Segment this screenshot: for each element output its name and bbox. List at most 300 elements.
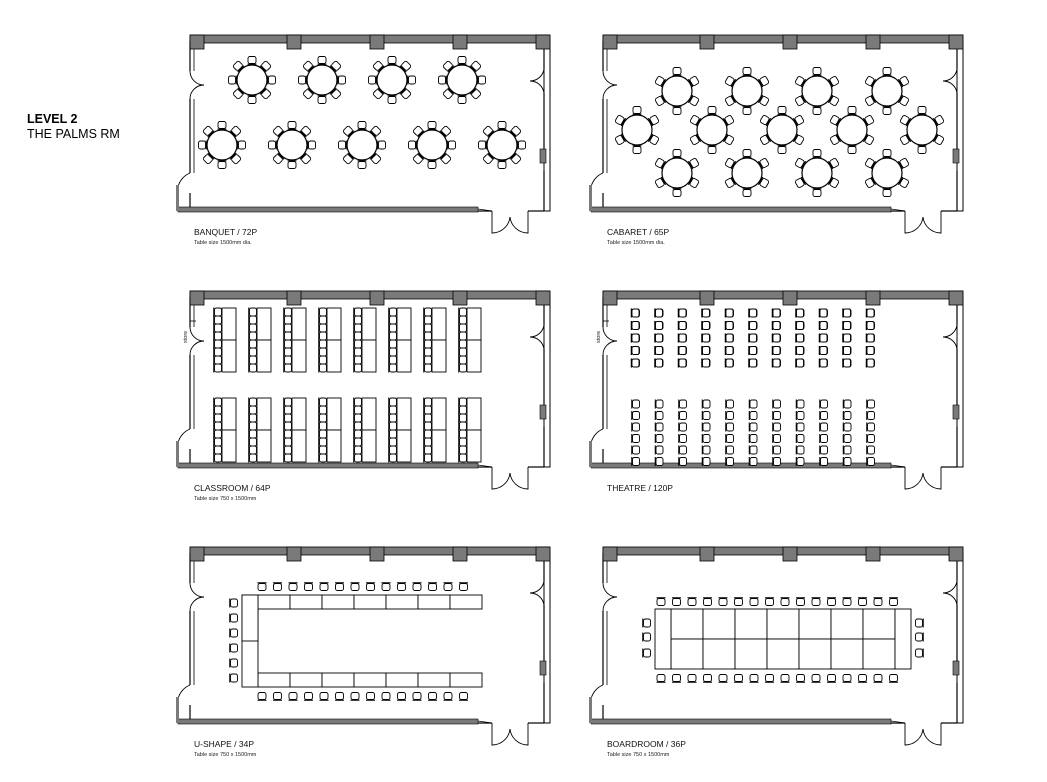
chair <box>389 406 397 415</box>
chair <box>319 422 327 431</box>
chair <box>459 454 467 463</box>
chair <box>772 359 780 368</box>
chair <box>319 398 327 407</box>
chair <box>354 454 362 463</box>
chair <box>214 316 222 325</box>
chair <box>459 324 467 333</box>
chair <box>866 346 874 355</box>
chair <box>867 411 875 420</box>
column <box>370 291 384 305</box>
chair <box>408 76 416 85</box>
rect-table <box>831 609 863 639</box>
chair <box>819 359 827 368</box>
chair <box>749 457 757 466</box>
chair <box>796 334 804 343</box>
chair <box>424 316 432 325</box>
chair <box>867 446 875 455</box>
chair <box>843 434 851 443</box>
chair <box>428 583 437 591</box>
chair <box>725 309 733 318</box>
rect-table <box>831 639 863 669</box>
chair <box>678 346 686 355</box>
chair <box>354 438 362 447</box>
chair <box>389 438 397 447</box>
chair <box>778 146 787 154</box>
chair <box>214 446 222 455</box>
rect-table <box>362 308 376 340</box>
chair <box>796 423 804 432</box>
chair <box>708 107 717 115</box>
chair <box>319 406 327 415</box>
door-swing <box>591 429 603 467</box>
chair <box>883 189 892 197</box>
rect-table <box>386 673 418 687</box>
chair <box>726 457 734 466</box>
rect-table <box>467 398 481 430</box>
chair <box>424 430 432 439</box>
chair <box>632 400 640 409</box>
chair <box>498 161 507 169</box>
chair <box>655 321 663 330</box>
chair <box>218 161 227 169</box>
chair <box>409 141 417 150</box>
chair <box>459 332 467 341</box>
chair <box>351 583 360 591</box>
chair <box>702 309 710 318</box>
chair <box>269 141 277 150</box>
rect-table <box>799 639 831 669</box>
chair <box>773 457 781 466</box>
plan-cabaret <box>589 35 963 246</box>
column <box>783 291 797 305</box>
rect-table <box>354 595 386 609</box>
column <box>190 547 204 561</box>
chair <box>796 309 804 318</box>
chair <box>796 359 804 368</box>
chair <box>796 434 804 443</box>
column <box>700 35 714 49</box>
door-swing <box>190 583 204 611</box>
chair <box>772 309 780 318</box>
round-table <box>269 122 316 169</box>
chair <box>284 356 292 365</box>
chair <box>459 693 468 701</box>
rect-table <box>432 340 446 372</box>
chair <box>319 308 327 317</box>
chair <box>319 438 327 447</box>
chair <box>335 583 344 591</box>
chair <box>843 457 851 466</box>
chair <box>354 332 362 341</box>
chair <box>916 649 924 658</box>
chair <box>459 583 468 591</box>
door-swing <box>492 211 528 233</box>
door-swing <box>603 327 617 355</box>
chair <box>459 356 467 365</box>
chair <box>424 406 432 415</box>
column <box>603 291 617 305</box>
chair <box>702 321 710 330</box>
chair <box>673 150 682 158</box>
rect-table <box>895 609 911 669</box>
wall-panel <box>953 661 959 675</box>
chair <box>214 438 222 447</box>
door-swing <box>905 467 941 489</box>
chair <box>389 348 397 357</box>
chair <box>304 693 313 701</box>
chair <box>726 434 734 443</box>
chair <box>424 398 432 407</box>
chair <box>743 150 752 158</box>
chair <box>749 334 757 343</box>
chair <box>214 340 222 349</box>
chair <box>820 400 828 409</box>
chair <box>354 316 362 325</box>
chair <box>284 422 292 431</box>
chair <box>632 457 640 466</box>
rect-table <box>257 430 271 462</box>
rect-table <box>257 340 271 372</box>
chair <box>249 332 257 341</box>
chair <box>498 122 507 130</box>
round-table <box>724 68 769 115</box>
door-swing <box>178 685 190 723</box>
chair <box>673 68 682 76</box>
chair <box>749 309 757 318</box>
store-label-classroom: store <box>183 330 189 343</box>
chair <box>778 107 787 115</box>
wall-panel <box>540 405 546 419</box>
chair <box>679 434 687 443</box>
chair <box>918 107 927 115</box>
chair <box>389 324 397 333</box>
chair <box>874 598 883 606</box>
chair <box>796 457 804 466</box>
rect-table <box>432 430 446 462</box>
column <box>700 547 714 561</box>
chair <box>773 400 781 409</box>
chair <box>428 693 437 701</box>
chair <box>819 334 827 343</box>
chair <box>389 398 397 407</box>
chair <box>424 454 432 463</box>
chair <box>796 446 804 455</box>
column <box>536 35 550 49</box>
chair <box>734 675 743 683</box>
chair <box>428 122 437 130</box>
round-table <box>899 107 944 154</box>
chair <box>320 583 329 591</box>
chair <box>319 340 327 349</box>
chair <box>459 316 467 325</box>
rect-table <box>322 595 354 609</box>
chair <box>679 446 687 455</box>
chair <box>284 324 292 333</box>
chair <box>867 434 875 443</box>
chair <box>358 161 367 169</box>
rect-table <box>397 398 411 430</box>
chair <box>299 76 307 85</box>
chair <box>354 398 362 407</box>
chair <box>655 446 663 455</box>
rect-table <box>397 308 411 340</box>
chair <box>230 599 238 608</box>
chair <box>858 675 867 683</box>
chair <box>632 411 640 420</box>
chair <box>765 675 774 683</box>
chair <box>388 57 397 65</box>
chair <box>843 321 851 330</box>
chair <box>459 348 467 357</box>
rect-table <box>863 639 895 669</box>
chair <box>702 346 710 355</box>
column <box>536 547 550 561</box>
chair <box>796 598 805 606</box>
chair <box>796 321 804 330</box>
chair <box>214 324 222 333</box>
chair <box>702 334 710 343</box>
chair <box>725 321 733 330</box>
level-label: LEVEL 2 <box>27 112 78 126</box>
chair <box>284 308 292 317</box>
chair <box>378 141 386 150</box>
chair <box>284 430 292 439</box>
chair <box>230 614 238 623</box>
chair <box>678 359 686 368</box>
chair <box>750 675 759 683</box>
chair <box>319 454 327 463</box>
chair <box>478 76 486 85</box>
chair <box>289 693 298 701</box>
rect-table <box>222 398 236 430</box>
chair <box>428 161 437 169</box>
chair <box>214 332 222 341</box>
bottom-wall <box>178 463 478 468</box>
door-swing <box>943 325 957 349</box>
chair <box>458 96 467 104</box>
chair <box>631 359 639 368</box>
chair <box>249 364 257 373</box>
chair <box>708 146 717 154</box>
chair <box>632 423 640 432</box>
column <box>370 35 384 49</box>
rect-table <box>735 609 767 639</box>
chair <box>843 675 852 683</box>
chair <box>773 434 781 443</box>
right-wall <box>544 555 550 723</box>
rect-table <box>767 639 799 669</box>
chair <box>743 68 752 76</box>
round-table <box>229 57 276 104</box>
rect-table <box>418 673 450 687</box>
chair <box>734 598 743 606</box>
chair <box>631 309 639 318</box>
chair <box>820 446 828 455</box>
chair <box>702 423 710 432</box>
door-swing <box>603 583 617 611</box>
door-swing <box>943 581 957 605</box>
chair <box>672 675 681 683</box>
chair <box>772 346 780 355</box>
chair <box>518 141 526 150</box>
chair <box>389 340 397 349</box>
column <box>536 291 550 305</box>
chair <box>248 96 257 104</box>
rect-table <box>292 340 306 372</box>
round-table <box>654 150 699 197</box>
right-wall <box>957 43 963 211</box>
door-swing <box>178 173 190 211</box>
chair <box>358 122 367 130</box>
chair <box>214 364 222 373</box>
chair <box>812 598 821 606</box>
chair <box>319 316 327 325</box>
chair <box>655 434 663 443</box>
chair <box>749 411 757 420</box>
chair <box>848 146 857 154</box>
door-swing <box>178 429 190 467</box>
chair <box>354 324 362 333</box>
rect-table <box>467 430 481 462</box>
chair <box>726 400 734 409</box>
chair <box>813 107 822 115</box>
chair <box>389 446 397 455</box>
chair <box>389 422 397 431</box>
column <box>866 547 880 561</box>
door-swing <box>530 325 544 349</box>
chair <box>702 446 710 455</box>
chair <box>655 359 663 368</box>
chair <box>389 316 397 325</box>
chair <box>397 693 406 701</box>
chair <box>726 411 734 420</box>
chair <box>867 457 875 466</box>
chair <box>796 346 804 355</box>
chair <box>679 411 687 420</box>
chair <box>199 141 207 150</box>
chair <box>354 364 362 373</box>
rect-table <box>222 340 236 372</box>
chair <box>702 434 710 443</box>
door-swing <box>492 467 528 489</box>
chair <box>703 675 712 683</box>
chair <box>750 598 759 606</box>
chair <box>631 321 639 330</box>
chair <box>218 122 227 130</box>
chair <box>284 398 292 407</box>
rect-table <box>767 609 799 639</box>
chair <box>288 161 297 169</box>
rect-table <box>292 398 306 430</box>
chair <box>284 332 292 341</box>
rect-table <box>258 595 290 609</box>
right-wall <box>957 555 963 723</box>
chair <box>459 430 467 439</box>
chair <box>655 309 663 318</box>
room-name: THE PALMS RM <box>27 127 120 141</box>
chair <box>631 334 639 343</box>
rect-table <box>397 340 411 372</box>
chair <box>214 422 222 431</box>
chair <box>354 348 362 357</box>
chair <box>214 356 222 365</box>
caption-banquet-subtitle: Table size 1500mm dia. <box>194 240 252 246</box>
chair <box>249 446 257 455</box>
chair <box>230 629 238 638</box>
rect-table <box>257 398 271 430</box>
chair <box>397 583 406 591</box>
chair <box>424 422 432 431</box>
column <box>287 35 301 49</box>
chair <box>688 675 697 683</box>
chair <box>773 411 781 420</box>
bottom-wall <box>591 719 891 724</box>
chair <box>319 364 327 373</box>
rect-table <box>432 308 446 340</box>
chair <box>389 356 397 365</box>
chair <box>743 107 752 115</box>
store-label-theatre: store <box>596 330 602 343</box>
chair <box>772 334 780 343</box>
chair <box>448 141 456 150</box>
chair <box>249 308 257 317</box>
round-table <box>199 122 246 169</box>
chair <box>389 308 397 317</box>
chair <box>813 68 822 76</box>
chair <box>319 430 327 439</box>
chair <box>258 693 267 701</box>
chair <box>820 434 828 443</box>
rect-table <box>257 308 271 340</box>
chair <box>749 359 757 368</box>
chair <box>335 693 344 701</box>
chair <box>284 348 292 357</box>
chair <box>655 334 663 343</box>
rect-table <box>418 595 450 609</box>
chair <box>230 659 238 668</box>
round-table <box>759 107 804 154</box>
chair <box>702 457 710 466</box>
chair <box>289 583 298 591</box>
chair <box>725 334 733 343</box>
chair <box>459 414 467 423</box>
chair <box>284 340 292 349</box>
round-table <box>369 57 416 104</box>
chair <box>249 356 257 365</box>
bottom-wall <box>178 207 478 212</box>
chair <box>413 583 422 591</box>
door-swing <box>530 69 544 93</box>
chair <box>655 457 663 466</box>
chair <box>288 122 297 130</box>
chair <box>843 346 851 355</box>
caption-cabaret-subtitle: Table size 1500mm dia. <box>607 240 665 246</box>
rect-table <box>799 609 831 639</box>
door-swing <box>591 173 603 211</box>
chair <box>459 438 467 447</box>
chair <box>673 189 682 197</box>
chair <box>424 414 432 423</box>
chair <box>249 340 257 349</box>
chair <box>749 434 757 443</box>
chair <box>773 423 781 432</box>
rect-table <box>362 340 376 372</box>
rect-table <box>735 639 767 669</box>
chair <box>459 340 467 349</box>
chair <box>725 359 733 368</box>
chair <box>389 430 397 439</box>
chair <box>424 332 432 341</box>
